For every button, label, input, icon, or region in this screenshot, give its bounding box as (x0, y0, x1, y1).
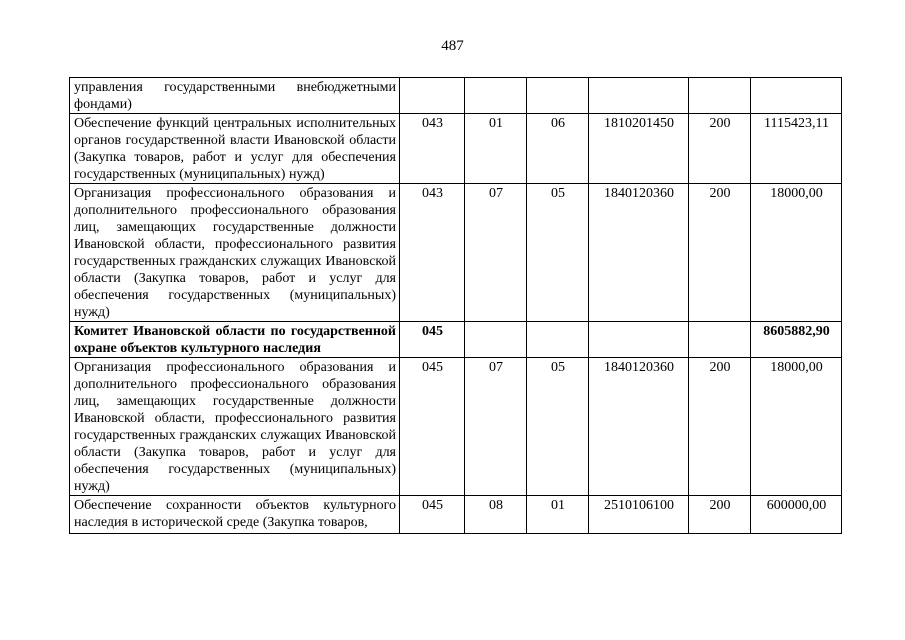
table-row (70, 358, 842, 496)
row-amount: 18000,00 (751, 184, 842, 322)
page-number: 487 (441, 38, 464, 54)
row-ved-code: 043 (400, 184, 465, 322)
table-row (70, 496, 842, 534)
row-name: Обеспечение сохранности объектов культурного наследия в исторической среде (Закупка товаров, (74, 498, 396, 530)
row-ved-code: 045 (400, 322, 465, 358)
budget-table (69, 77, 842, 534)
row-target-code: 1810201450 (589, 114, 689, 184)
row-subsection-code: 05 (527, 358, 589, 496)
row-section-code: 07 (465, 358, 527, 496)
row-name: управления государственными внебюджетными фондами) (70, 78, 400, 114)
table-row (70, 184, 842, 322)
row-name: Комитет Ивановской области по государственной охране объектов культурного наследия (70, 322, 400, 358)
row-name: Организация профессионального образования и дополнительного профессионального образования лиц, замещающих государственные должности Ивановской области, профессионального развития государственных гражданских служащих Ивановской области (Закупка товаров, работ и услуг для обеспечения государственных (муниципальных) нужд) (70, 184, 400, 322)
row-subsection-code: 05 (527, 184, 589, 322)
row-subsection-code (527, 322, 589, 358)
row-section-code: 08 (465, 496, 527, 534)
row-subsection-code: 06 (527, 114, 589, 184)
row-amount (751, 78, 842, 114)
row-ved-code: 045 (400, 496, 465, 534)
row-amount: 8605882,90 (751, 322, 842, 358)
row-expense-type-code (689, 322, 751, 358)
table-row (70, 114, 842, 184)
row-expense-type-code: 200 (689, 358, 751, 496)
row-target-code (589, 78, 689, 114)
row-amount: 1115423,11 (751, 114, 842, 184)
row-ved-code: 045 (400, 358, 465, 496)
row-target-code: 1840120360 (589, 184, 689, 322)
row-section-code (465, 78, 527, 114)
row-section-code (465, 322, 527, 358)
row-amount: 18000,00 (751, 358, 842, 496)
row-expense-type-code: 200 (689, 184, 751, 322)
row-expense-type-code: 200 (689, 496, 751, 534)
row-expense-type-code (689, 78, 751, 114)
row-target-code: 2510106100 (589, 496, 689, 534)
row-ved-code (400, 78, 465, 114)
table-row-department (70, 322, 842, 358)
row-name: Организация профессионального образования и дополнительного профессионального образования лиц, замещающих государственные должности Ивановской области, профессионального развития государственных гражданских служащих Ивановской области (Закупка товаров, работ и услуг для обеспечения государственных (муниципальных) нужд) (70, 358, 400, 496)
row-section-code: 07 (465, 184, 527, 322)
row-name: Обеспечение функций центральных исполнительных органов государственной власти Ивановской области (Закупка товаров, работ и услуг для обеспечения государственных (муниципальных) нужд) (70, 114, 400, 184)
row-ved-code: 043 (400, 114, 465, 184)
row-name-cell (70, 496, 400, 534)
row-subsection-code: 01 (527, 496, 589, 534)
row-subsection-code (527, 78, 589, 114)
row-target-code (589, 322, 689, 358)
table-row (70, 78, 842, 114)
row-target-code: 1840120360 (589, 358, 689, 496)
row-expense-type-code: 200 (689, 114, 751, 184)
row-amount: 600000,00 (751, 496, 842, 534)
row-section-code: 01 (465, 114, 527, 184)
